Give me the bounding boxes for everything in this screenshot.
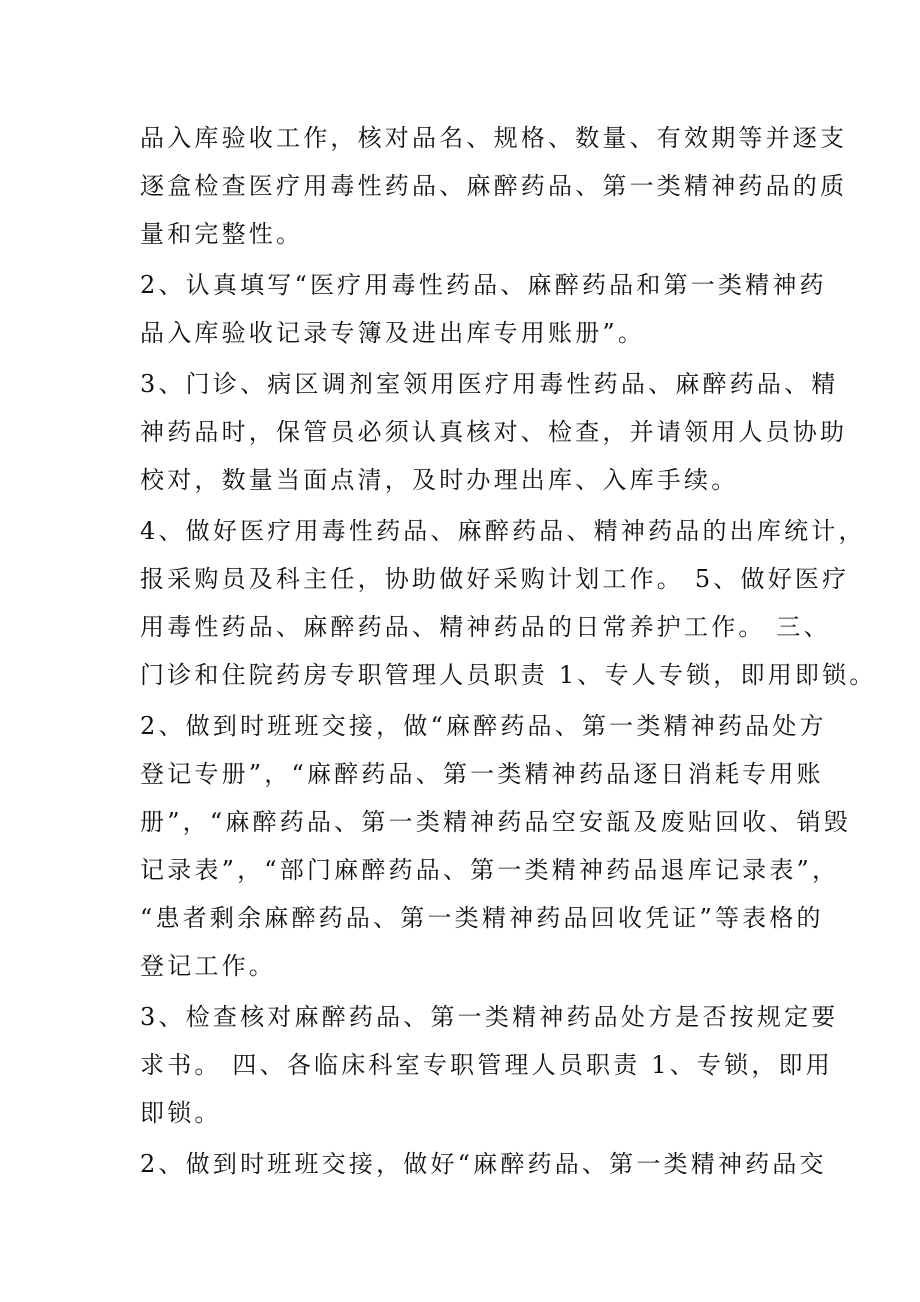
text-line: 报采购员及科主任，协助做好采购计划工作。 5、做好医疗 — [140, 565, 850, 593]
text-line: 登记专册”，“麻醉药品、第一类精神药品逐日消耗专用账 — [140, 760, 824, 788]
text-line: 册”，“麻醉药品、第一类精神药品空安瓿及废贴回收、销毁 — [140, 808, 851, 836]
text-line: 用毒性药品、麻醉药品、精神药品的日常养护工作。 三、 — [140, 613, 831, 641]
text-line: “患者剩余麻醉药品、第一类精神药品回收凭证”等表格的 — [140, 904, 824, 932]
text-line: 2、认真填写“医疗用毒性药品、麻醉药品和第一类精神药 — [140, 271, 827, 299]
text-line: 记录表”，“部门麻醉药品、第一类精神药品退库记录表”， — [140, 856, 840, 884]
text-line: 即锁。 — [140, 1099, 222, 1127]
text-line: 3、检查核对麻醉药品、第一类精神药品处方是否按规定要 — [140, 1003, 839, 1031]
text-line: 品入库验收记录专簿及进出库专用账册”。 — [140, 319, 646, 347]
text-line: 量和完整性。 — [140, 220, 304, 248]
text-line: 校对，数量当面点清，及时办理出库、入库手续。 — [140, 466, 739, 494]
text-line: 2、做到时班班交接，做好“麻醉药品、第一类精神药品交 — [140, 1150, 827, 1178]
text-line: 逐盒检查医疗用毒性药品、麻醉药品、第一类精神药品的质 — [140, 172, 848, 200]
text-line: 神药品时，保管员必须认真核对、检查，并请领用人员协助 — [140, 418, 848, 446]
text-line: 求书。 四、各临床科室专职管理人员职责 1、专锁，即用 — [140, 1051, 833, 1079]
text-line: 4、做好医疗用毒性药品、麻醉药品、精神药品的出库统计， — [140, 517, 866, 545]
text-line: 3、门诊、病区调剂室领用医疗用毒性药品、麻醉药品、精 — [140, 370, 839, 398]
text-line: 门诊和住院药房专职管理人员职责 1、专人专锁，即用即锁。 — [140, 661, 877, 689]
text-line: 2、做到时班班交接，做“麻醉药品、第一类精神药品处方 — [140, 712, 827, 740]
text-line: 登记工作。 — [140, 952, 276, 980]
document-body — [140, 114, 877, 1188]
text-line: 品入库验收工作，核对品名、规格、数量、有效期等并逐支 — [140, 124, 848, 152]
